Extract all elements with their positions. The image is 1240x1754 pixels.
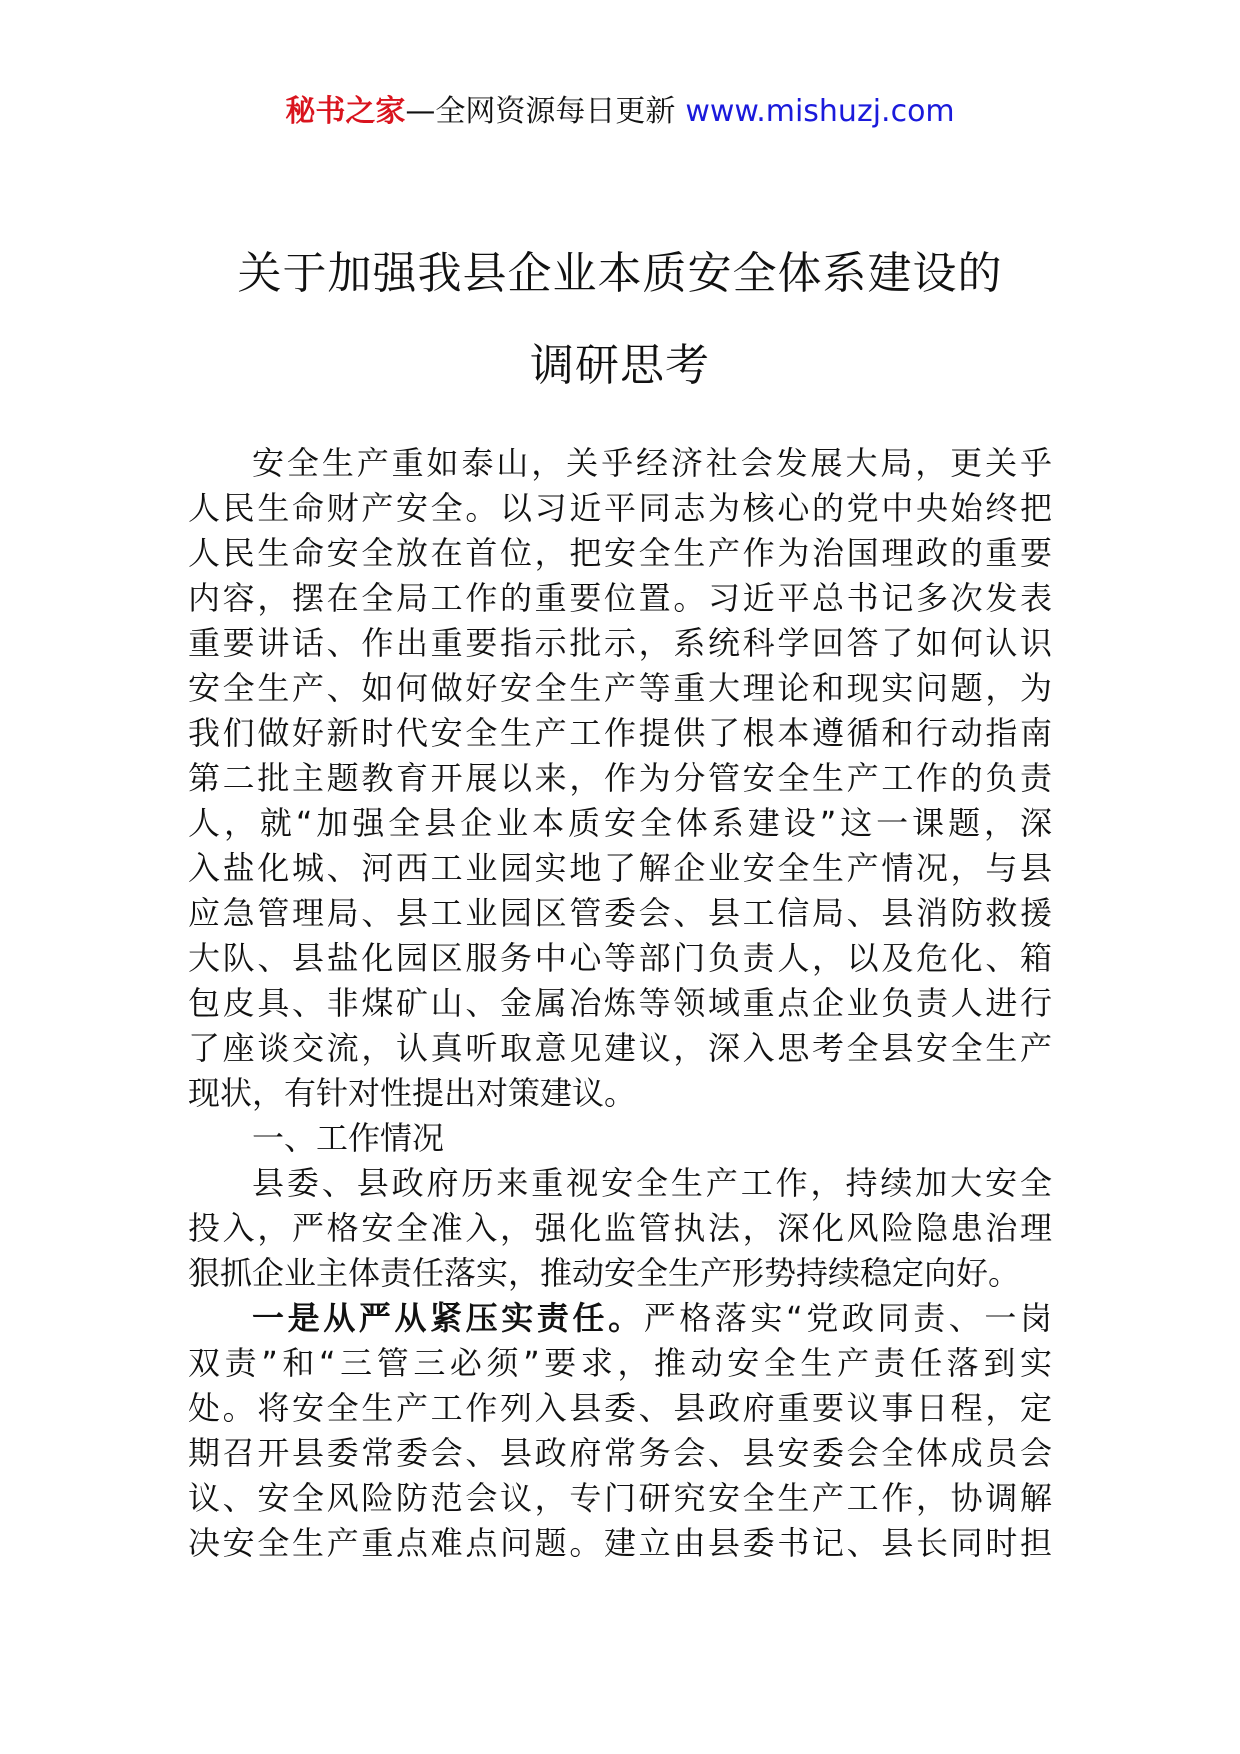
paragraph-line: 第二批主题教育开展以来，作为分管安全生产工作的负责 [188, 759, 1052, 797]
paragraph-line: 决安全生产重点难点问题。建立由县委书记、县长同时担 [188, 1524, 1052, 1562]
paragraph-line: 内容，摆在全局工作的重要位置。习近平总书记多次发表 [188, 579, 1052, 617]
paragraph-line: 投入，严格安全准入，强化监管执法，深化风险隐患治理 [188, 1209, 1052, 1247]
document-title [0, 228, 1240, 412]
paragraph-line: 重要讲话、作出重要指示批示，系统科学回答了如何认识 [188, 624, 1052, 662]
paragraph-line: 期召开县委常委会、县政府常务会、县安委会全体成员会 [188, 1434, 1052, 1472]
brand-name: 秘书之家 [285, 94, 406, 129]
paragraph-line: 议、安全风险防范会议，专门研究安全生产工作，协调解 [188, 1479, 1052, 1517]
paragraph-line: 狠抓企业主体责任落实，推动安全生产形势持续稳定向好。 [188, 1254, 1021, 1292]
paragraph-line: 包皮具、非煤矿山、金属冶炼等领域重点企业负责人进行 [188, 984, 1052, 1022]
paragraph-line [188, 1296, 1052, 1341]
paragraph-line: 人民生命财产安全。以习近平同志为核心的党中央始终把 [188, 489, 1052, 527]
bold-lead-phrase: 一是从严从紧压实责任。 [252, 1299, 644, 1337]
document-body [188, 441, 1052, 1566]
paragraph-line: 大队、县盐化园区服务中心等部门负责人，以及危化、箱 [188, 939, 1052, 977]
paragraph-line: 人，就“加强全县企业本质安全体系建设”这一课题，深 [188, 804, 1052, 842]
section-heading: 一、工作情况 [252, 1119, 445, 1157]
paragraph-line: 人民生命安全放在首位，把安全生产作为治国理政的重要 [188, 534, 1052, 572]
paragraph-line: 了座谈交流，认真听取意见建议，深入思考全县安全生产 [188, 1029, 1052, 1067]
paragraph-line: 双责”和“三管三必须”要求，推动安全生产责任落到实 [188, 1344, 1052, 1382]
paragraph-line: 处。将安全生产工作列入县委、县政府重要议事日程，定 [188, 1389, 1052, 1427]
paragraph-line: 安全生产、如何做好安全生产等重大理论和现实问题，为 [188, 669, 1052, 707]
paragraph-line: 入盐化城、河西工业园实地了解企业安全生产情况，与县 [188, 849, 1052, 887]
header-slogan: —全网资源每日更新 [405, 94, 676, 129]
title-line-1: 关于加强我县企业本质安全体系建设的 [237, 248, 1003, 299]
paragraph-line: 现状，有针对性提出对策建议。 [188, 1074, 637, 1112]
website-link[interactable]: www.mishuzj.com [685, 94, 955, 129]
title-line-2: 调研思考 [530, 340, 710, 391]
paragraph-line: 应急管理局、县工业园区管委会、县工信局、县消防救援 [188, 894, 1052, 932]
paragraph-line: 县委、县政府历来重视安全生产工作，持续加大安全 [252, 1164, 1052, 1202]
paragraph-text: 严格落实“党政同责、一岗 [643, 1299, 1052, 1337]
paragraph-line: 我们做好新时代安全生产工作提供了根本遵循和行动指南 [188, 714, 1052, 752]
paragraph-line: 安全生产重如泰山，关乎经济社会发展大局，更关乎 [252, 444, 1052, 482]
page-header [0, 92, 1240, 132]
